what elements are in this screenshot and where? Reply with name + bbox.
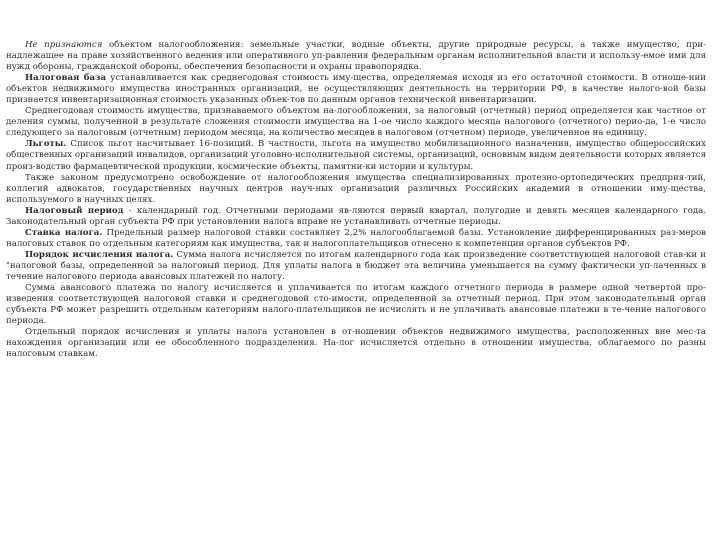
paragraph-text: устанавливается как среднегодовая стоимость иму-щества, определяемая исходя из его остаточной стоимости. В отноше-нии объектов недвижимого имущества иностранных организаций, не осуществляющих деятельность на территории РФ, в качестве налого-вой базы признается инвентаризационная стоимость указанных объек-тов по данным органов технической инвентаризации. [6,73,706,106]
paragraph-average-value [6,106,706,139]
paragraph-tax-period [6,206,706,228]
paragraph-text: Сумма налога исчисляется по итогам календарного года как произведение соответствующей налоговой став-ки и "налоговой базы, определенной за налоговый период. Для уплаты налога в бюджет эта величина уменьшается на сумму фактически уп-лаченных в течение налогового периода авансовых платежей по налогу. [6,249,706,282]
paragraph-lead: Порядок исчисления налога. [25,249,174,260]
paragraph-exemptions [6,40,706,73]
paragraph-real-estate [6,327,706,360]
paragraph-lead: Налоговый период [25,205,124,216]
paragraph-benefits [6,139,706,172]
paragraph-text: Также законом предусмотрено освобождение от налогообложения имущества специализированных протезно-ортопедических предприя-тий, коллегий адвокатов, государственных научных центров науч-ных организаций различных Российских академий в отношении иму-щества, используемого в научных целях. [6,172,706,205]
paragraph-lead: Налоговая база [25,73,107,84]
paragraph-text: Среднегодовая стоимость имущества, признаваемого объектом на-логообложения, за налоговый (отчетный) период определяется как частное от деления суммы, полученной в результате сложения стоимости имущества на 1-ое число каждого месяца налогового (отчетного) перио-да, 1-е число следующего за налоговым (отчетным) периодом месяца, на количество месяцев в налоговом (отчетном) периоде, увеличенное на единицу. [6,106,706,139]
paragraph-advance-payment [6,283,706,327]
paragraph-lead: Ставка налога. [25,227,103,238]
paragraph-text: объектом налогообложения: земельные участки, водные объекты, другие природные ресурсы, а также имущество, при-надлежащее на праве хозяйственного ведения или оперативного уп-равления федеральным органам исполнительной власти и использу-емое ими для нужд обороны, гражданской обороны, обеспечения безопасности и охраны правопорядка. [6,40,706,73]
paragraph-text: Отдельный порядок исчисления и уплаты налога установлен в от-ношении объектов недвижимого имущества, расположенных вне мес-та нахождения организации или ее обособленного подразделения. На-лог исчисляется отдельно в отношении имущества, облагаемого по разны налоговым ставкам. [6,327,706,360]
paragraph-lead: Не признаются [25,40,103,50]
paragraph-text: Список льгот насчитывает 16-позиций. В частности, льгота на имущество мобилизационного назначения, имущество общероссийских общественных организаций инвалидов, организаций уголовно-исполнительной системы, организаций, основным видом деятельности которых является произ-водство фармацевтической продукции, космические объекты, памятни-ки истории и культуры. [6,139,706,172]
paragraph-tax-rate [6,228,706,250]
paragraph-calculation [6,250,706,283]
paragraph-text: Предельный размер налоговой ставки составляет 2,2% налогооблагаемой базы. Установление дифференцированных раз-меров налоговых ставок по отдельным категориям как имущества, так и налогоплательщиков отнесено к компетенции органов субъектов РФ. [6,227,706,249]
paragraph-text: Сумма авансового платежа по налогу исчисляется и уплачивается по итогам каждого отчетного периода в размере одной четвертой про-изведения соответствующей налоговой ставки и среднегодовой сто-имости, определенной за отчетный период. При этом законодательный орган субъекта РФ может разрешить отдельным категориям налого-плательщиков не исчислять и не уплачивать авансовые платежи в те-чение налогового периода. [6,283,706,327]
paragraph-exemption-law [6,173,706,206]
paragraph-text: - календарный год. Отчетными периодами яв-ляются первый квартал, полугодие и девять месяцев календарного года. Законодательный орган субъекта РФ при установлении налога вправе не устанавливать отчетные периоды. [6,205,707,227]
paragraph-tax-base [6,73,706,106]
paragraph-lead: Льготы. [25,139,67,150]
